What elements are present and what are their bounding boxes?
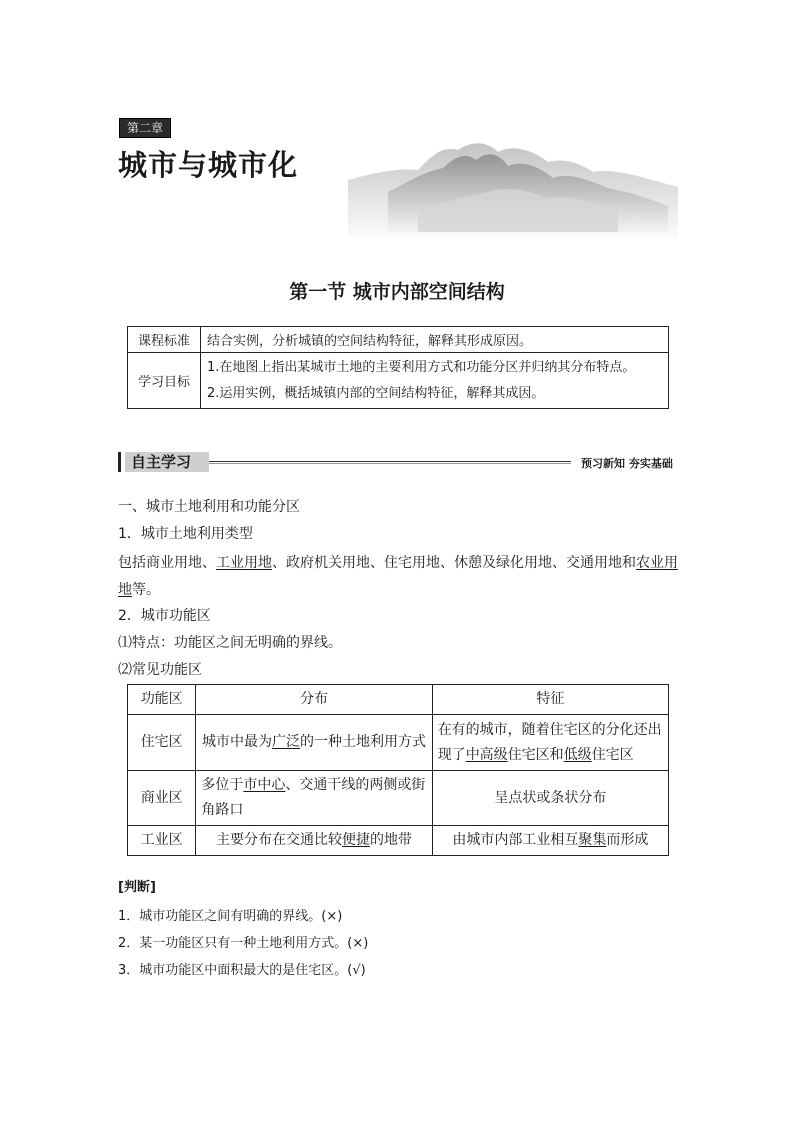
table-row [128,327,669,353]
section-bar-marker [118,452,121,472]
mountain-landscape-illustration [348,132,678,237]
objective-line: 2.运用实例，概括城镇内部的空间结构特征，解释其成因。 [207,385,545,401]
answer-blank: 农业用 [636,555,678,571]
self-study-subtitle: 预习新知 夯实基础 [581,457,673,470]
answer-blank: 便捷 [342,832,371,848]
chapter-title: 城市与城市化 [118,148,299,182]
column-header: 分布 [196,685,432,715]
text-run: 在有的城市，随着住宅区的分化还出现了 [437,721,662,763]
judgement-item: 2．某一功能区只有一种土地利用方式。(×) [118,936,369,951]
table-row [128,715,669,771]
answer-blank: 市中心 [243,777,286,793]
course-standards-table [127,326,669,409]
functional-zones-table [127,684,669,856]
zone-feature [432,715,668,771]
table-header-row [128,685,669,715]
point-characteristics: ⑴特点：功能区之间无明确的界线。 [118,635,342,651]
heading-land-use: 一、城市土地利用和功能分区 [118,499,300,515]
column-header: 特征 [432,685,668,715]
land-types-paragraph [118,550,683,604]
judgement-title: [判断] [118,880,156,895]
text-run: 住宅区 [591,746,634,763]
divider [209,463,571,464]
zone-name: 住宅区 [128,715,196,771]
section-title: 第一节 城市内部空间结构 [289,281,505,303]
text-run: 的一种土地利用方式 [300,734,427,750]
zone-name: 商业区 [128,771,196,826]
zone-distribution [196,826,432,856]
text-run: 城市中最为 [202,734,273,750]
subheading-land-types: 1．城市土地利用类型 [118,526,253,542]
text-run: 而形成 [606,832,649,848]
text-run: 包括商业用地、 [118,555,216,571]
objectives-label: 学习目标 [128,353,201,409]
table-row [128,826,669,856]
zone-distribution [196,771,432,826]
answer-blank: 工业用地 [216,555,272,571]
divider [209,461,571,462]
self-study-label: 自主学习 [125,452,209,472]
zone-feature: 呈点状或条状分布 [432,771,668,826]
text-run: 由城市内部工业相互 [452,832,579,848]
table-row [128,771,669,826]
objectives-text [201,353,669,409]
standards-label: 课程标准 [128,327,201,353]
text-run: 住宅区和 [507,746,564,763]
answer-blank: 聚集 [578,832,607,848]
zone-name: 工业区 [128,826,196,856]
text-run: 多位于 [201,777,244,793]
objective-line: 1.在地图上指出某城市土地的主要利用方式和功能分区并归纳其分布特点。 [207,359,636,375]
text-run: 等。 [132,582,160,598]
chapter-tag: 第二章 [119,118,171,138]
judgement-item: 1．城市功能区之间有明确的界线。(×) [118,909,343,924]
judgement-item: 3．城市功能区中面积最大的是住宅区。(√) [118,963,366,978]
subheading-functional-zones: 2．城市功能区 [118,608,211,624]
point-common-zones: ⑵常见功能区 [118,662,202,678]
text-run: 、政府机关用地、住宅用地、休憩及绿化用地、交通用地和 [272,555,636,571]
text-run: 主要分布在交通比较 [216,832,343,848]
answer-blank: 地 [118,582,132,598]
zone-feature [432,826,668,856]
answer-blank: 低级 [563,746,592,763]
column-header: 功能区 [128,685,196,715]
standards-text: 结合实例，分析城镇的空间结构特征，解释其形成原因。 [201,327,669,353]
table-row [128,353,669,409]
text-run: 、交通干线的两侧或街角路口 [201,777,426,818]
zone-distribution [196,715,432,771]
answer-blank: 中高级 [465,746,508,763]
answer-blank: 广泛 [272,734,301,750]
text-run: 的地带 [370,832,413,848]
